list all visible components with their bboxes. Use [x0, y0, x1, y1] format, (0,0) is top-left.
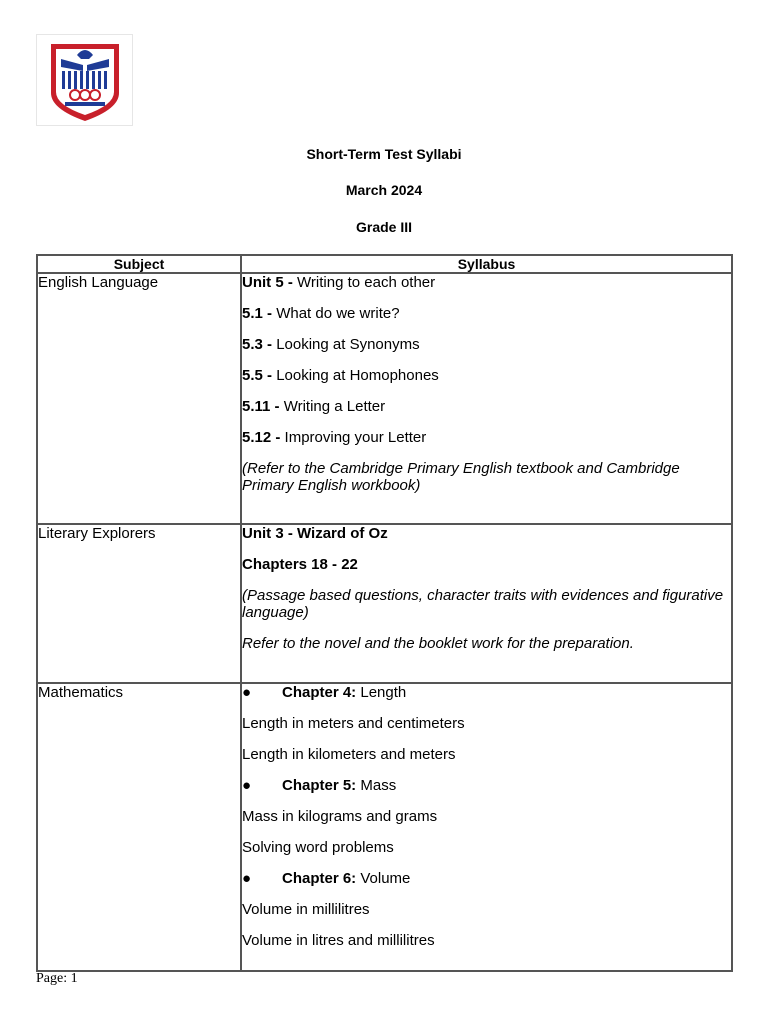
topic-line: Length in meters and centimeters	[242, 715, 465, 732]
reference-note: Refer to the novel and the booklet work for the preparation.	[242, 635, 634, 652]
reference-note: (Refer to the Cambridge Primary English textbook and Cambridge Primary English workbook)	[242, 460, 680, 494]
topic-line: 5.3 - Looking at Synonyms	[242, 336, 420, 353]
topic-line: Volume in millilitres	[242, 901, 370, 918]
subject-cell	[37, 273, 241, 524]
topic-line: Solving word problems	[242, 839, 394, 856]
bullet-icon: ●	[242, 870, 252, 887]
syllabus-cell-literary	[241, 524, 732, 683]
topic-line: Volume in litres and millilitres	[242, 932, 435, 949]
table-row	[37, 683, 732, 971]
subject-english: English Language	[38, 274, 159, 291]
subject-column-header: Subject	[37, 255, 241, 273]
syllabus-table	[36, 254, 733, 972]
topic-line: Length in kilometers and meters	[242, 746, 456, 763]
chapters-line: Chapters 18 - 22	[242, 556, 358, 573]
syllabus-column-header: Syllabus	[241, 255, 732, 273]
syllabus-cell-english	[241, 273, 732, 524]
document-title: Short-Term Test Syllabi	[306, 146, 462, 162]
chapter-bullet: ● Chapter 4: Length	[242, 684, 407, 701]
table-header-row	[37, 255, 732, 273]
reference-note: (Passage based questions, character traits with evidences and figurative language)	[242, 587, 724, 621]
topic-line: 5.1 - What do we write?	[242, 305, 400, 322]
subject-cell	[37, 683, 241, 971]
topic-line: Mass in kilograms and grams	[242, 808, 438, 825]
subject-cell	[37, 524, 241, 683]
syllabus-cell-math	[241, 683, 732, 971]
school-crest-icon	[36, 34, 133, 126]
unit-line: Unit 5 - Writing to each other	[242, 274, 436, 291]
page-number: Page: 1	[36, 971, 78, 986]
topic-line: 5.12 - Improving your Letter	[242, 429, 427, 446]
bullet-icon: ●	[242, 684, 252, 701]
document-date: March 2024	[345, 182, 423, 198]
chapter-bullet: ● Chapter 5: Mass	[242, 777, 397, 794]
subject-math: Mathematics	[38, 684, 124, 701]
topic-line: 5.5 - Looking at Homophones	[242, 367, 439, 384]
unit-line: Unit 3 - Wizard of Oz	[242, 525, 388, 542]
topic-line: 5.11 - Writing a Letter	[242, 398, 386, 415]
subject-literary: Literary Explorers	[38, 525, 156, 542]
bullet-icon: ●	[242, 777, 252, 794]
table-row	[37, 524, 732, 683]
chapter-bullet: ● Chapter 6: Volume	[242, 870, 411, 887]
document-grade: Grade III	[355, 219, 413, 235]
table-row	[37, 273, 732, 524]
